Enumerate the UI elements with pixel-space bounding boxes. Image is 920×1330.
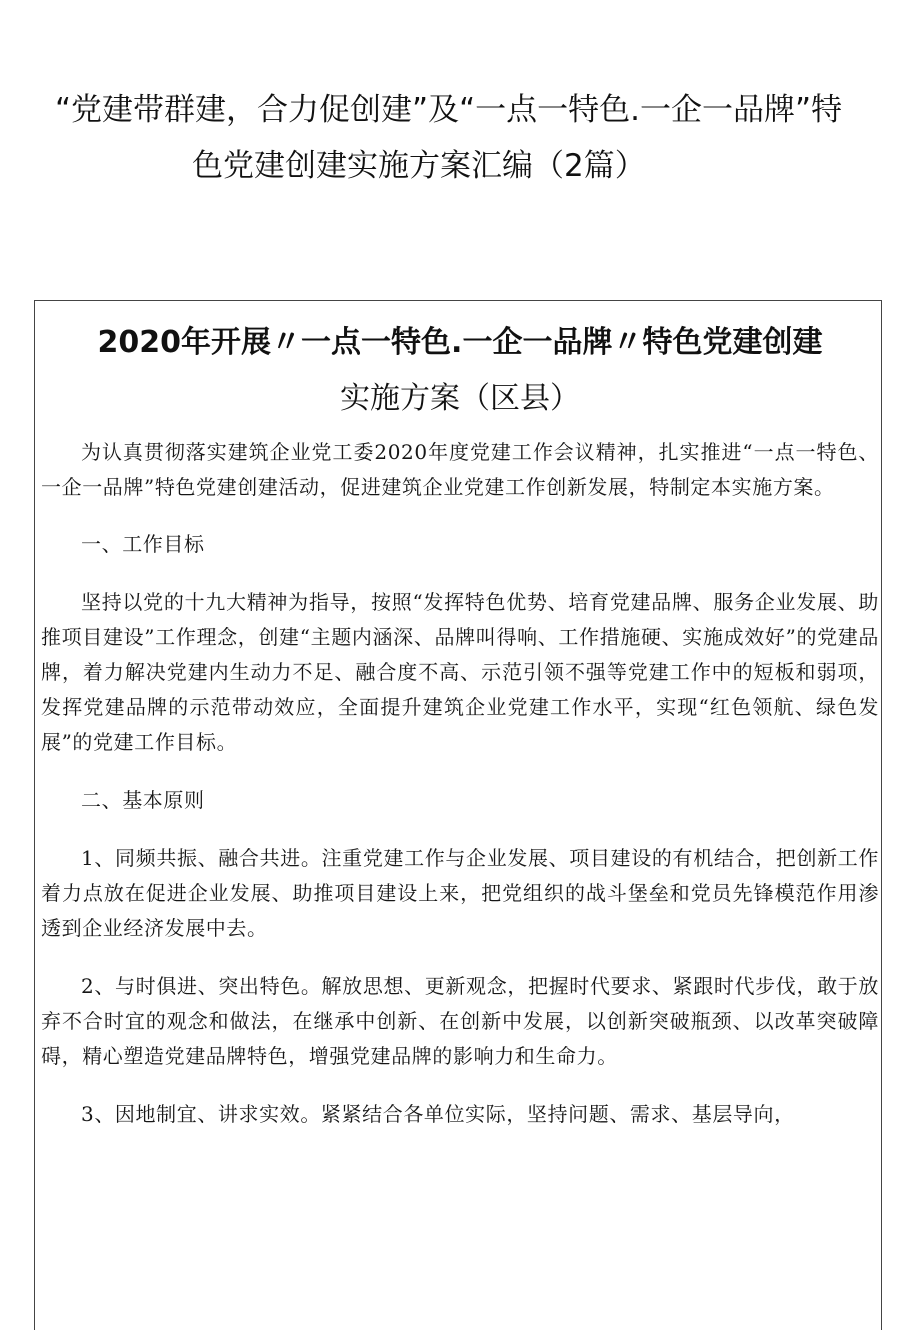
article-title-line-2: 实施方案（区县） xyxy=(340,381,580,416)
section-heading-goals: 一、工作目标 xyxy=(81,532,205,556)
main-title-line-1: “党建带群建，合力促创建”及“一点一特色.一企一品牌”特 xyxy=(55,92,843,128)
article-body xyxy=(41,435,879,1132)
principle-paragraph-1: 1、同频共振、融合共进。注重党建工作与企业发展、项目建设的有机结合，把创新工作着力点放在促进企业发展、助推项目建设上来，把党组织的战斗堡垒和党员先锋模范作用渗透到企业经济发展中去。 xyxy=(41,846,879,940)
main-title-line-2: 色党建创建实施方案汇编（2篇） xyxy=(192,148,646,184)
principle-paragraph-2: 2、与时俱进、突出特色。解放思想、更新观念，把握时代要求、紧跟时代步伐，敢于放弃不合时宜的观念和做法，在继承中创新、在创新中发展，以创新突破瓶颈、以改革突破障碍，精心塑造党建品牌特色，增强党建品牌的影响力和生命力。 xyxy=(41,974,879,1068)
article-title xyxy=(0,315,920,427)
goals-paragraph: 坚持以党的十九大精神为指导，按照“发挥特色优势、培育党建品牌、服务企业发展、助推项目建设”工作理念，创建“主题内涵深、品牌叫得响、工作措施硬、实施成效好”的党建品牌，着力解决党建内生动力不足、融合度不高、示范引领不强等党建工作中的短板和弱项，发挥党建品牌的示范带动效应，全面提升建筑企业党建工作水平，实现“红色领航、绿色发展”的党建工作目标。 xyxy=(41,590,879,754)
section-heading-principles: 二、基本原则 xyxy=(81,788,205,812)
principle-paragraph-3: 3、因地制宜、讲求实效。紧紧结合各单位实际，坚持问题、需求、基层导向， xyxy=(81,1102,795,1126)
document-main-title xyxy=(40,82,900,194)
article-title-line-1: 2020年开展〃一点一特色.一企一品牌〃特色党建创建 xyxy=(97,325,823,360)
intro-paragraph: 为认真贯彻落实建筑企业党工委2020年度党建工作会议精神，扎实推进“一点一特色、一企一品牌”特色党建创建活动，促进建筑企业党建工作创新发展，特制定本实施方案。 xyxy=(41,440,879,499)
